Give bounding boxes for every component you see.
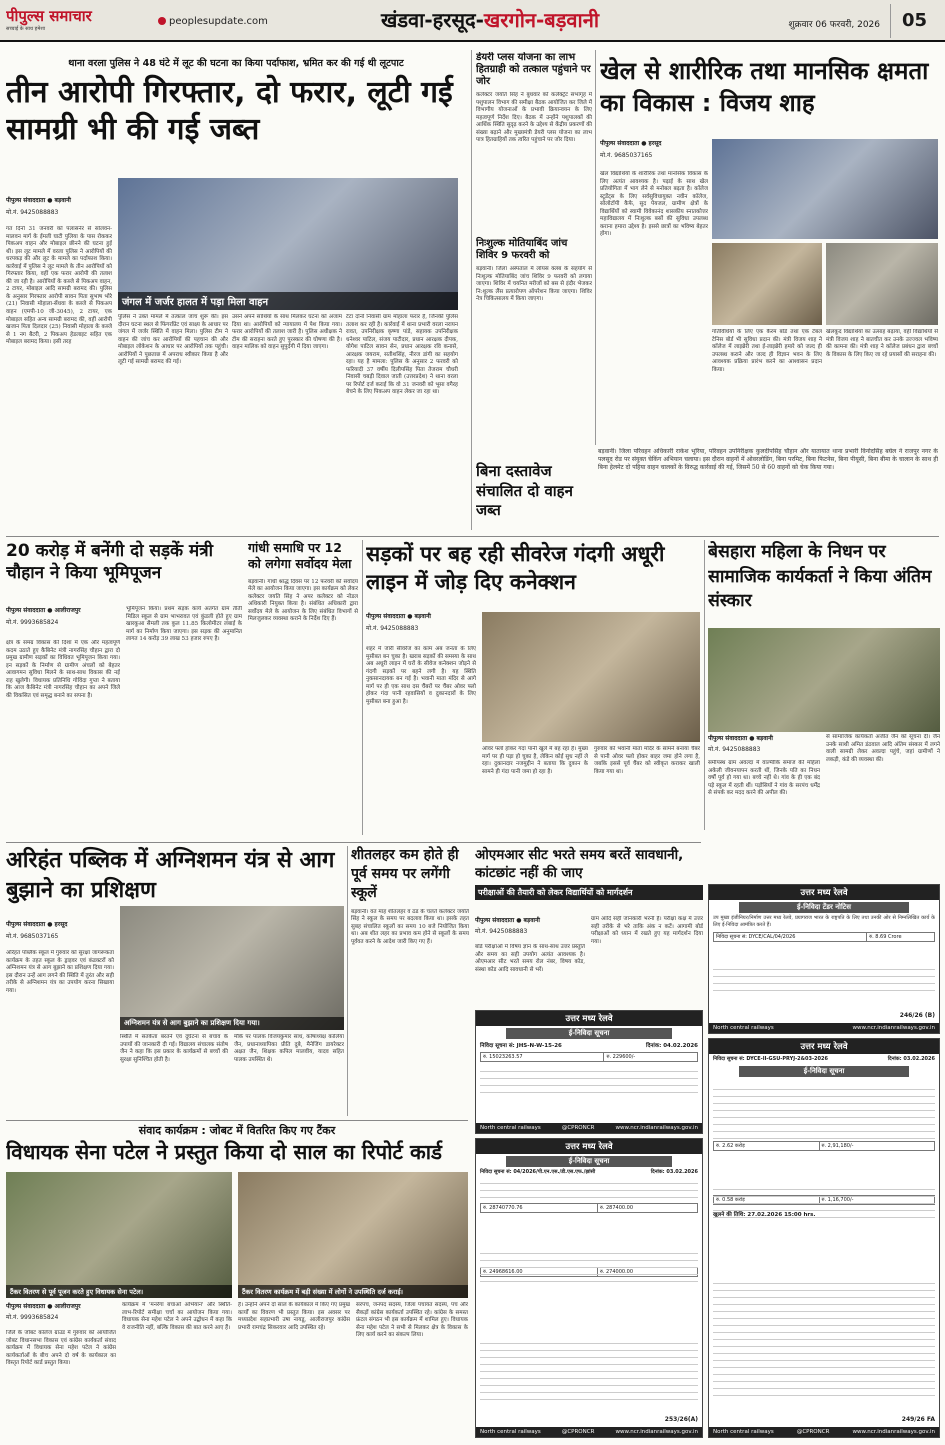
- ad-footer-site[interactable]: www.ncr.indianrailways.gov.in: [852, 1025, 935, 1031]
- story-mla-report-card: [6, 1124, 468, 1440]
- ad-cell-emd: रु. 287400.00: [597, 1204, 697, 1213]
- ad-body: उप मुख्य इंजीनियर/निर्माण उत्तर मध्य रेलवे, प्रयागराज भारत के राष्ट्रपति के लिए तथा उनकी ओर से निम्नलिखित कार्य के लिए ई-निविदा आमंत्रित करते हैं।: [713, 915, 935, 928]
- railway-ad-1: [475, 1010, 703, 1134]
- story-road-bhoomipujan: [6, 540, 242, 840]
- edition-part-2: खरगोन-: [483, 8, 545, 32]
- ad-footer-site[interactable]: www.ncr.indianrailways.gov.in: [852, 1429, 935, 1435]
- story-body: बड़वानी। वत माह शीतलहर व ठंड के चलते कलेक्टर जयति सिंह ने स्कूल के समय पर बदलाव किया था। इसके तहत सुबह संचालित स्कूलों का समय 10 बजे नियोजित किया था। अब शीत लहर का प्रभाव कम होने से स्कूलों के समय पूर्ववत करने के आदेश जारी किए गए हैं।: [351, 908, 469, 945]
- ad-title: उत्तर मध्य रेलवे: [709, 885, 939, 900]
- story-body-2: ओवर फ्लो होकर गंदा पानी खुले में बह रहा है। मुख्य मार्ग पर ही पड़ा हो चुका है, लेकिन कोई सुध नहीं ले रहा। दुकानदार नजमुद्दीन ने बताया कि दुकान के सामने ही गंदा पानी जमा हो रहा है।: [482, 746, 588, 775]
- ad-cell-amount: रु. 0.58 करोड़: [714, 1196, 820, 1205]
- photo-table-tennis: [826, 243, 938, 325]
- ad-subtitle: ई-निविदा सूचना: [739, 1066, 909, 1077]
- ad-cell-tender: निविदा सूचना सं: DYCE/CAL/04/2026: [714, 932, 867, 941]
- ad-footer: [709, 1427, 939, 1437]
- ad-tender-no: निविदा सूचना सं: DYCE-II-GSU-PRYJ-2&03-2026: [713, 1056, 828, 1062]
- byline: पीपुल्स संवाददाता ● बड़वानी: [708, 735, 773, 742]
- story-body-2: स्थिति में सतर्कता बरतने एवं दुर्घटना से बचाव के उपायों की जानकारी दी गई। विद्यालय संचालक संतोष जैन ने कहा कि इस प्रकार के कार्यक्रमों से बच्चों की सुरक्षा सुनिश्चित होती है।: [120, 1034, 228, 1063]
- story-body-2: से सामाजिक कार्यकर्ता अजीत जैन को सूचना दी। जैन उनके साथी अमित डंठवाल आदि अंतिम संस्कार में लगने वाली सामग्री लेकर अवल्दा पहुंचे, जहां ग्रामीणों ने लकड़ी, कंडे की व्यवस्था की।: [826, 734, 940, 763]
- story-headline: बिना दस्तावेज संचालित दो वाहन जब्त: [476, 462, 573, 519]
- tanker-photo-image: [6, 1172, 232, 1298]
- story-column-1: गत दिनों 31 जनवरी को पलासनेर से सोलवन-मालवन मार्ग के ईमली घाटी पुलिया के पास रोककर पिकअप वाहन और मोबाइल छीनने की घटना हुई थी। इस लूट मामले में वरला पुलिस ने आरोपियों की धरपकड़ की और लूट के मामले का पर्दाफाश किया। कार्रवाई में पुलिस ने लूट मामले के तीन आरोपियों को गिरफ्तार किया, वहीं एक फरार आरोपी की तलाश की जा रही है। आरोपियों के कब्जे से पिकअप वाहन, 2 टायर, मोबाइल आदि सामग्री बरामद की। पुलिस के अनुसार गिरफ्तार आरोपी सावन पिता सुभाष भोरे (21) निवासी मोहाला-सेंधवा के कब्जे से पिकअप वाहन (एमपी-10 जी-3045), 2 टायर, एक मोबाइल सहित अन्य सामग्री बरामद की, वहीं आरोपी खजान पिता दिलदार (25) निवासी मोहाला के कब्जे से 1 नग बैटरी, 2 पिकअप हेडलाइट सहित एक मोबाइल बरामद किया। इसी तरह: [6, 226, 112, 346]
- mobile-number: मो.नं. 9993685824: [6, 619, 59, 626]
- fire-photo-image: [120, 906, 344, 1030]
- ad-footer: [476, 1427, 702, 1437]
- police-photo-image: [118, 178, 458, 310]
- story-school-timing: [351, 846, 469, 1116]
- story-headline: बेसहारा महिला के निधन पर सामाजिक कार्यकर्ता ने किया अंतिम संस्कार: [708, 542, 932, 611]
- photo-sewage-road: [482, 612, 700, 742]
- story-dairy-scheme: [476, 52, 592, 457]
- ad-cell-amount: रु. 8.69 Crore: [867, 932, 935, 941]
- story-headline: अरिहंत पब्लिक में अग्निशमन यंत्र से आग बुझाने का प्रशिक्षण: [6, 848, 335, 903]
- story-kicker: संवाद कार्यक्रम : जोबट में वितरित किए गए टैंकर: [138, 1124, 336, 1137]
- story-body-2: कार्यक्रम में 'मनरेगा बचाओ अभियान' और स्थिति-लाभ-रिपोर्ट समीक्षा चर्चा का आयोजन किया गया। विधायक सेना महेश पटेल ने अपने उद्बोधन में कहा कि वे राजनीति नहीं, बल्कि विकास की बात करने आए हैं।: [122, 1302, 232, 1331]
- story-body: क्षेत्र के समग्र विकास की दिशा में एक और महत्वपूर्ण कदम उठाते हुए कैबिनेट मंत्री नागरसिंह चौहान द्वारा दो प्रमुख ग्रामीण सड़कों का विधिवत भूमिपूजन किया गया। इन सड़कों के निर्माण से ग्रामीण अंचलों को बेहतर आवागमन सुविधा मिलने के साथ-साथ विकास की नई राह खुलेगी। विधायक प्रतिनिधि गोविंदा गुप्ता ने बताया कि आज कैबिनेट मंत्री नागरसिंह चौहान का अपने जिले की विकसित एवं समृद्ध बनाने का सपना है।: [6, 640, 120, 699]
- photo-caption: टैंकर वितरण कार्यक्रम में बड़ी संख्या में लोगों ने उपस्थिति दर्ज कराई।: [238, 1285, 468, 1298]
- ad-title: उत्तर मध्य रेलवे: [476, 1139, 702, 1154]
- photo-fire-training: [120, 906, 344, 1030]
- story-body: अरिहंत पब्लिक स्कूल में गुरुवार को सुरक्षा जागरूकता कार्यक्रम के तहत स्कूल के ड्राइवर एवं कंडक्टरों को अग्निशमन यंत्र से आग बुझाने का प्रशिक्षण दिया गया। इस दौरान उन्हें आग लगने की स्थिति में तुरंत और सही तरीके से अग्निशमन यंत्र का उपयोग करना सिखाया गया।: [6, 950, 114, 994]
- photo-sports-hall: [712, 139, 938, 239]
- story-headline: खेल से शारीरिक तथा मानसिक क्षमता का विकास : विजय शाह: [600, 57, 929, 118]
- byline: पीपुल्स संवाददाता ● आलीराजपुर: [6, 1303, 81, 1310]
- ad-footer-label: North central railways: [713, 1429, 774, 1435]
- website-url: peoplesupdate.com: [169, 15, 268, 27]
- story-body: बोर्ड परीक्षाओं में विषय ज्ञान के साथ-साथ उत्तर प्रस्तुति और समय का सही उपयोग अत्यंत आवश्यक है। ओएमआर सीट भरते समय रोल नंबर, विषय कोड, संस्था कोड आदि सावधानी से भरें।: [475, 944, 585, 973]
- story-body-2: भूमिपूजन किया। प्रथम सड़क कार्य अंतर्गत ग्राम तीती मिडिल स्कूल से ग्राम भाभरावत एवं कुंडली होते हुए ग्राम खारकुआ सैमली तक कुल 11.85 किलोमीटर लंबाई के मार्ग का निर्माण किया जाएगा। इस सड़क की अनुमानित लागत 14 करोड़ 39 लाख 53 हजार रुपए है।: [126, 606, 242, 643]
- story-body: समीपस्थ ग्राम अवल्दा में वाल्मीकि समाज की महिला अकेली जीवनयापन करती थीं, जिनके पति का निधन वर्षों पूर्व हो गया था। बच्चे नहीं थे। गांव के ही एक बंद पड़े स्कूल में रहती थीं। पड़ोसियों ने गांव के सरपंच धर्मेंद्र से संपर्क कर मदद करने की अपील की।: [708, 760, 820, 797]
- ad-subtitle: ई-निविदा सूचना: [506, 1028, 672, 1039]
- ad-title: उत्तर मध्य रेलवे: [709, 1039, 939, 1054]
- crowd-photo-image: [238, 1172, 468, 1298]
- website-link[interactable]: [158, 14, 308, 28]
- ad-code: 246/26 (B): [899, 1012, 935, 1019]
- ad-cell-emd: रु. 2,91,180/-: [819, 1142, 934, 1151]
- ad-title: उत्तर मध्य रेलवे: [476, 1011, 702, 1026]
- byline: पीपुल्स संवाददाता ● हरसूद: [6, 921, 68, 928]
- ad-code: 249/26 FA: [901, 1416, 935, 1423]
- story-fire-training: [6, 846, 344, 1116]
- story-sports-development: [600, 55, 940, 445]
- mobile-number: मो.नं. 9425088883: [475, 928, 528, 935]
- photo-caption: जंगल में जर्जर हालत में पड़ा मिला वाहन: [118, 292, 458, 310]
- story-body-2: गतिविधियों के लिए एक कैरम बोर्ड तथा एक टेबल टेनिस बोर्ड भी सुविधा प्रदान की। मंत्री विजय शाह ने कॉलेज में लाइब्रेरी तथा ई-लाइब्रेरी हमारे को जल्द ही उपलब्ध कराने और जल्द ही विज्ञान भवन के लिए आवश्यक प्रक्रिया प्रारंभ करने का आश्वासन प्रदान किया।: [712, 329, 822, 373]
- byline: पीपुल्स संवाददाता ● हरसूद: [600, 140, 662, 147]
- ad-table: [713, 932, 935, 942]
- story-kicker: परीक्षाओं की तैयारी को लेकर विद्यार्थियों को मार्गदर्शन: [475, 885, 703, 900]
- logo-tagline: सच्चाई के साथ हमेशा: [6, 26, 46, 32]
- ad-cell-amount: रु. 28740770.76: [481, 1204, 598, 1213]
- sub-headline: निःशुल्क मोतियाबिंद जांच शिविर 9 फरवरी को: [476, 238, 568, 261]
- ad-cell-amount: रु. 2.62 करोड़: [714, 1142, 820, 1151]
- railway-ad-4: [708, 1038, 940, 1438]
- mobile-number: मो.नं. 9425088883: [6, 209, 59, 216]
- story-kicker: थाना वरला पुलिस ने 48 घंटे में लूट की घटना का किया पर्दाफाश, भ्रमित कर की गई थी लूटपाट: [68, 58, 404, 69]
- story-headline: तीन आरोपी गिरफ्तार, दो फरार, लूटी गई सामग्री भी की गई जब्त: [6, 74, 453, 147]
- ad-footer: [476, 1123, 702, 1133]
- photo-funeral-pyre: [708, 628, 940, 732]
- story-headline: शीतलहर कम होते ही पूर्व समय पर लगेंगी स्कूलें: [351, 847, 459, 901]
- globe-icon: [158, 17, 166, 25]
- railway-ad-3: [708, 884, 940, 1034]
- story-headline: गांधी समाधि पर 12 को लगेगा सर्वोदय मेला: [248, 540, 352, 572]
- story-headline: 20 करोड़ में बनेंगी दो सड़कें मंत्री चौहान ने किया भूमिपूजन: [6, 541, 213, 584]
- mobile-number: मो.नं. 9685037165: [600, 152, 653, 159]
- ad-table-1: [713, 1141, 935, 1151]
- masthead: [0, 0, 945, 42]
- story-body: खेल विद्यार्थियों के शारीरिक तथा मानसिक विकास के लिए अत्यंत आवश्यक है। पढ़ाई के साथ खेल प्रतियोगिता में भाग लेने से मनोबल बढ़ता है। कॉलेज स्टूडेंट्स के लिए सर्वसुविधायुक्त नवीन कॉलेज, सोलोटॉपी कैफे, सुद पेयजल, ग्रामीण क्षेत्रों के विद्यार्थियों को स्वामी विवेकानंद शासकीय स्नातकोत्तर महाविद्यालय में निःशुल्क बसों की सुविधा उपलब्ध कराना हमारा उद्देश्य है। इससे छात्रों का भविष्य बेहतर होगा।: [600, 171, 708, 238]
- ad-cell-emd: रु. 1,16,700/-: [819, 1196, 934, 1205]
- ad-code: 253/26(A): [664, 1416, 698, 1423]
- byline: पीपुल्स संवाददाता ● बड़वानी: [6, 197, 71, 204]
- ad-tender-no: निविदा सूचना सं: 04/2026/पी.एन.एस./डी.एस.एफ./झांसी: [480, 1169, 596, 1175]
- ad-footer-label: North central railways: [713, 1025, 774, 1031]
- photo-caption: अग्निशमन यंत्र से आग बुझाने का प्रशिक्षण दिया गया।: [120, 1017, 344, 1030]
- issue-date: शुक्रवार 06 फरवरी, 2026: [788, 20, 880, 30]
- ad-footer-handle: @CPRONCR: [796, 1429, 830, 1435]
- ad-footer-site[interactable]: www.ncr.indianrailways.gov.in: [615, 1429, 698, 1435]
- story-headline: सड़कों पर बह रही सीवरेज गंदगी अधूरी लाइन में जोड़ दिए कनेक्शन: [366, 542, 665, 595]
- story-sarvodaya-mela: [248, 540, 358, 840]
- ad-cell-emd: रु. 274000.00: [597, 1268, 697, 1277]
- story-body-3: गुरुवार को भवानी माता मंदिर के सामने बनाया चैंबर से पानी ओवर फ्लो होकर बाहर जमा होने लगा है, जबकि इससे पूर्व चैंबर को स्वीकृत कराकर खाली किया गया था।: [594, 746, 700, 775]
- byline: पीपुल्स संवाददाता ● बड़वानी: [475, 917, 540, 924]
- photo-police: [118, 178, 458, 310]
- story-column-3: उसने अपने साथियों के साथ मिलकर घटना को अंजाम दिया था। आरोपियों को न्यायालय में पेश किया गया। फरार आरोपियों की तलाश जारी है। पुलिस अधीक्षक ने टीम की सराहना करते हुए पुरस्कार की घोषणा की है। वाहन मालिक को वाहन सुपुर्दगी में दिया जाएगा।: [232, 314, 342, 351]
- story-column-4: टेटा दोनों निवासी ग्राम मोहाला फरार हैं, जिनकी पुलिस तलाश कर रही है। कार्रवाई में थाना प्रभारी वरला नरायन रावत, उपनिरीक्षक कृष्णा पांडे, सहायक उपनिरीक्षक धनेश्वर पाटिल, संजय पाटीदार, प्रधान आरक्षक दीपक, योगेश पाटिल सावन सेन, प्रधान आरक्षक रवि कनासे, आरक्षक जयराम, सतीशसिंह, नीरज डांगी का सहयोग रहा। यह है मामला: पुलिस के अनुसार 2 फरवरी को फरियादी 37 वर्षीय दिलीपसिंह पिता तेजराम चौधरी निवासी चबड़ी दिवाल जाती (उत्तरप्रदेश) ने थाना वरला पर रिपोर्ट दर्ज कराई कि वो 31 जनवरी को भूसा वगैरह बेचने के लिए पिकअप वाहन लेकर जा रहा था।: [346, 314, 458, 396]
- story-sewage: [366, 540, 700, 840]
- ad-table: [480, 1052, 698, 1062]
- edition-title: [340, 6, 640, 34]
- mobile-number: मो.नं. 9993685824: [6, 1314, 59, 1321]
- ad-cell-emd: रु. 229600/-: [604, 1053, 698, 1062]
- story-vehicles-seized: [476, 462, 592, 532]
- photo-minister-carrom: [712, 243, 822, 325]
- photo-tanker-pooja: [6, 1172, 232, 1298]
- sub-story-body: बड़वानी। जिला अस्पताल में लॉयंस क्लब के सहयोग से निःशुल्क मोतियाबिंद जांच शिविर 9 फरवरी को लगाया जाएगा। शिविर में चयनित मरीजों को बस से इंदौर भेजकर नि:शुल्क लैंस प्रत्यारोपण ऑपरेशन किया जाएगा। शिविर नेत्र चिकित्सालय में किया जाएगा।: [476, 266, 592, 303]
- mobile-number: मो.नं. 9425088883: [366, 625, 419, 632]
- story-body: कलेक्टर जयति सिंह ने बुधवार को कलेक्ट्रेट सभागृह में पशुपालन विभाग की समीक्षा बैठक आयोजित कर जिले में विभागीय योजनाओं के प्रभावी क्रियान्वयन के लिए महत्वपूर्ण निर्देश दिए। बैठक में उन्होंने पशुपालकों की आर्थिक स्थिति सुदृढ़ करने के उद्देश्य से केंद्रीय प्रकरणों की संख्या बढ़ाने और मुख्यमंत्री डेयरी प्लस योजना का लाभ पात्र हितग्राहियों तक त्वरित पहुंचाने पर जोर दिया।: [476, 92, 592, 144]
- ad-footer-label: North central railways: [480, 1429, 541, 1435]
- story-body-3: है। उन्होंने अपने दो साल के कार्यकाल में किए गए प्रमुख कार्यों का विवरण भी प्रस्तुत किया। इस अवसर पर मध्यप्रदेश सहप्रभारी उषा नायडू, आलीराजपुर कांग्रेस प्रभारी रामचंद्र सिकरवार आदि उपस्थित रहे।: [238, 1302, 350, 1331]
- ad-table-1: [480, 1203, 698, 1213]
- photo-caption: टैंकर वितरण से पूर्व पूजन करते हुए विधायक सेना पटेल।: [6, 1285, 232, 1298]
- page-number: 05: [890, 4, 938, 38]
- ad-footer: [709, 1023, 939, 1033]
- story-body: जिले के जोबट कॉलेज ग्राउंड में गुरुवार को आयोजित जोबट विधानसभा विकास एवं कांग्रेस कार्यकर्ता संवाद कार्यक्रम में विधायक सेना महेश पटेल ने कांग्रेस कार्यकर्ताओं के बीच अपने दो वर्ष के कार्यकाल का विस्तृत रिपोर्ट कार्ड प्रस्तुत किया।: [6, 1330, 116, 1367]
- mobile-number: मो.नं. 9425088883: [708, 746, 761, 753]
- ad-tender-no: निविदा सूचना सं: JHS-N-W-15-26: [480, 1043, 562, 1049]
- logo-text: पीपुल्स समाचार: [6, 7, 92, 25]
- ad-subtitle: ई-निविदा टेंडर नोटिस: [739, 902, 909, 913]
- story-headline: ओएमआर सीट भरते समय बरतें सावधानी, कांटछांट नहीं की जाए: [475, 847, 684, 882]
- ad-date: दिनांक: 04.02.2026: [646, 1043, 698, 1049]
- story-vehicles-body: बड़वानी। जिला परिवहन अधिकारी राकेश भूरिया, परिवहन उपनिरीक्षक कुलदीपसिंह चौहान और यातायात थाना प्रभारी विनोदसिंह बघेल ने राजपुर नगर के पलसूद रोड पर संयुक्त चेकिंग अभियान चलाया। इस दौरान वाहनों में ओवरलोडिंग, बिना परमिट, बिना फिटनेस, बिना पीयूसी, बिना बीमा के चालान के साथ ही बिना हेलमेट दो पहिया वाहन चालकों के विरुद्ध कार्रवाई की गई, जिसमें 50 से 60 वाहनों को चेक किया गया।: [598, 448, 938, 472]
- newspaper-logo: [6, 6, 156, 36]
- story-column-2: पुलिस ने उक्त मामले में तत्काल जांच शुरू की। इस दौरान घटना स्थल से फिंगरप्रिंट एवं साक्ष्य के आधार पर जंगल में जर्जर स्थिति में वाहन मिला। पुलिस टीम ने वाहन की जांच कर आरोपियों की पहचान की और मोबाइल लोकेशन के आधार पर आरोपियों तक पहुंची। आरोपियों ने पूछताछ में अपराध स्वीकार किया है और लूटी गई सामग्री बरामद की गई।: [118, 314, 228, 366]
- ad-footer-handle: @CPRONCR: [561, 1429, 595, 1435]
- ad-footer-site[interactable]: www.ncr.indianrailways.gov.in: [615, 1125, 698, 1131]
- photo-crowd: [238, 1172, 468, 1298]
- ad-footer-label: North central railways: [480, 1125, 541, 1131]
- story-police-robbery: [6, 48, 466, 533]
- ad-close-date: खुलने की तिथि: 27.02.2026 15:00 hrs.: [713, 1212, 816, 1218]
- ad-date: दिनांक: 03.02.2026: [650, 1169, 698, 1175]
- ad-cell-amount: रु. 15023263.57: [481, 1053, 604, 1062]
- story-body-3: खेलकूद विद्यार्थियों का उत्साह बढ़ाया, वहीं विद्यार्थियों से मंत्री विजय शाह ने बातचीत कर उनके उज्ज्वल भविष्य की कामना की। मंत्री शाह ने कॉलेज प्रबंधन द्वारा बच्चों के विकास के लिए किए जा रहे प्रयासों की सराहना की।: [826, 329, 938, 358]
- story-last-rites: [708, 540, 940, 880]
- railway-ad-2: [475, 1138, 703, 1438]
- ad-footer-handle: @CPRONCR: [561, 1125, 595, 1131]
- edition-part-1: खंडवा-हरसूद-: [381, 8, 484, 32]
- byline: पीपुल्स संवाददाता ● बड़वानी: [366, 613, 431, 620]
- story-headline: डेयरी प्लस योजना का लाभ हितग्राही को तत्काल पहुंचाने पर जोर: [476, 52, 591, 87]
- story-body-2: ग्राम आदि सही जानकारी भरनी है। परीक्षा कक्ष में उत्तर सही तरीके से भरे ताकि अंक न कटें। आगामी बोर्ड परीक्षाओं को ध्यान में रखते हुए यह मार्गदर्शन दिया गया।: [591, 916, 703, 945]
- story-body: शहर में जारी सीवरेज का काम अब जनता के लिए मुसीबत बन चुका है। खराब सड़कों की समस्या के साथ अब अधूरी लाइन में घरों के सीवेज कनेक्शन जोड़ने से गंदगी सड़कों पर बहने लगी है। यह स्थिति नुकसानदायक बन गई है। भवानी माता मंदिर से आगे मार्ग पर ही एक साथ दस चैंबरों पर चैंबर ओवर फ्लो होकर गंदा पानी रहवासियों व दुकानदारों के लिए मुसीबत बना हुआ है।: [366, 646, 476, 705]
- ad-date: दिनांक: 03.02.2026: [887, 1056, 935, 1062]
- story-body-4: सरपंच, जनपद सदस्य, जिला पंचायत सदस्य, पंच और सैकड़ों कांग्रेस कार्यकर्ता उपस्थित रहे। कांग्रेस के समस्त फ्रंटल संगठन भी इस कार्यक्रम में शामिल हुए। विधायक सेना महेश पटेल ने सभी से मिलकर क्षेत्र के विकास के लिए कार्य करने का संकल्प लिया।: [356, 1302, 468, 1339]
- byline: पीपुल्स संवाददाता ● आलीराजपुर: [6, 607, 81, 614]
- story-omr-sheet: [475, 846, 703, 1006]
- ad-cell-amount: रु. 24968616.00: [481, 1268, 598, 1277]
- edition-part-3: बड़वानी: [544, 8, 599, 32]
- story-body-3: मौके पर पालक विजयकुमार साध, कोषाध्यक्ष कालिया जैन, प्रधानाध्यापिका प्रीति दुबे, मैनेजिंग डायरेक्टर अक्षत जैन, शिक्षक कपिल मालवीय, यादव सहित पालक उपस्थित थे।: [234, 1034, 344, 1063]
- ad-subtitle: ई-निविदा सूचना: [506, 1156, 672, 1167]
- mobile-number: मो.नं. 9685037165: [6, 933, 59, 940]
- story-body: बड़वानी। गांधी श्राद्ध दिवस पर 12 फरवरी को सर्वोदय मेले का आयोजन किया जाएगा। इस कार्यक्रम को लेकर कलेक्टर जयति सिंह ने अपर कलेक्टर को नोडल अधिकारी नियुक्त किया है। संबंधित अधिकारी द्वारा सर्वोदय मेले के आयोजन के लिए संबंधित विभागों से मिलजुलकर व्यवस्था कराने के निर्देश दिए हैं।: [248, 578, 358, 623]
- story-headline: विधायक सेना पटेल ने प्रस्तुत किया दो साल का रिपोर्ट कार्ड: [6, 1140, 443, 1165]
